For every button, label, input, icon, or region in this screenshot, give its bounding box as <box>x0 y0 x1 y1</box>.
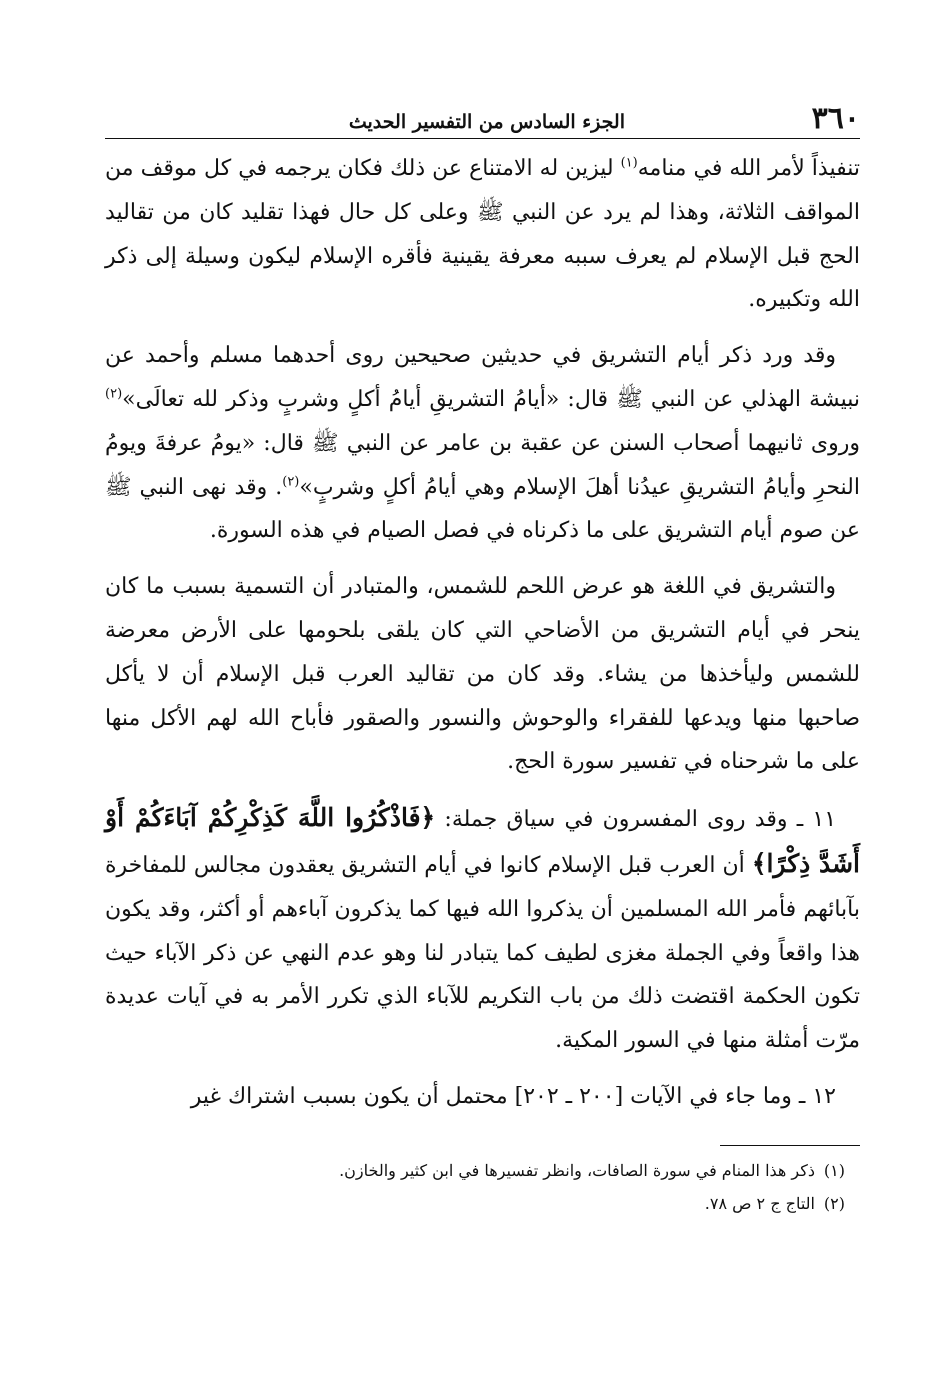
paragraph <box>105 1075 860 1119</box>
footnote-number: (٢) <box>823 1193 845 1213</box>
footnote-text: التاج ج ٢ ص ٧٨. <box>704 1193 815 1213</box>
running-head: الجزء السادس من التفسير الحديث <box>348 111 625 133</box>
paragraph <box>105 334 860 553</box>
paragraph <box>105 565 860 784</box>
paragraph <box>105 147 860 322</box>
text-segment: وقد ورد ذكر أيام التشريق في حديثين صحيحين روى أحدهما مسلم وأحمد عن نبيشة الهذلي عن النبي ﷺ قال: «أيامُ التشريقِ أيامُ أكلٍ وشربٍ وذكر لله تعالَى» <box>105 343 860 412</box>
page-header <box>105 100 860 139</box>
footnote <box>105 1187 860 1220</box>
text-segment: ١١ ـ وقد روى المفسرون في سياق جملة: <box>435 807 837 833</box>
text-segment: والتشريق في اللغة هو عرض اللحم للشمس، والمتبادر أن التسمية بسبب ما كان ينحر في أيام التشريق من الأضاحي التي كان يلقى بلحومها على الأرض معرضة للشمس وليأخذها من يشاء. وقد كان من تقاليد العرب قبل الإسلام أن لا يأكل صاحبها منها ويدعها للفقراء والوحوش والنسور والصقور فأباح الله لهم الأكل منها على ما شرحناه في تفسير سورة الحج. <box>105 574 860 775</box>
footnote <box>105 1154 860 1187</box>
footnote-divider <box>720 1145 860 1146</box>
page-number: ٣٦٠ <box>811 101 860 136</box>
footnote-number: (١) <box>823 1160 845 1180</box>
text-segment: وروى ثانيهما أصحاب السنن عن عقبة بن عامر عن النبي ﷺ قال: «يومُ عرفةَ ويومُ النحرِ وأيامُ التشريقِ عيدُنا أهلَ الإسلام وهي أيامُ أكلٍ وشربٍ» <box>105 430 860 500</box>
text-segment: ١٢ ـ وما جاء في الآيات [٢٠٠ ـ ٢٠٢] محتمل أن يكون بسبب اشتراك غير <box>190 1083 836 1109</box>
quran-verse: ﴿فَاذْكُرُوا اللَّهَ كَذِكْرِكُمْ آبَاءَكُمْ أَوْ أَشَدَّ ذِكْرًا﴾ <box>105 803 860 878</box>
document-page <box>105 100 860 1220</box>
text-segment: أن العرب قبل الإسلام كانوا في أيام التشريق يعقدون مجالس للمفاخرة بآبائهم فأمر الله المسلمين أن يذكروا الله فيها كما يذكرون آباءهم أو أكثر، وقد يكون هذا واقعاً وفي الجملة مغزى لطيف كما يتبادر لنا وهو عدم النهي عن ذكر الآباء حيث تكون الحكمة اقتضت ذلك من باب التكريم للآباء الذي تكرر الأمر به في آيات عديدة مرّت أمثلة منها في السور المكية. <box>105 852 860 1054</box>
text-segment: تنفيذاً لأمر الله في منامه <box>637 156 860 181</box>
footnote-text: ذكر هذا المنام في سورة الصافات، وانظر تفسيرها في ابن كثير والخازن. <box>339 1160 815 1180</box>
paragraph <box>105 796 860 1063</box>
footnote-reference: (٢) <box>105 386 123 402</box>
text-segment: . وقد نهى النبي ﷺ عن صوم أيام التشريق على ما ذكرناه في فصل الصيام في هذه السورة. <box>105 474 860 544</box>
footnote-reference: (١) <box>620 155 638 171</box>
text-segment: ليزين له الامتناع عن ذلك فكان يرجمه في كل موقف من المواقف الثلاثة، وهذا لم يرد عن النبي ﷺ وعلى كل حال فهذا تقليد كان من تقاليد الحج قبل الإسلام لم يعرف سببه معرفة يقينية فأقره الإسلام ليكون وسيلة إلى ذكر الله وتكبيره. <box>105 156 860 313</box>
footnote-reference: (٢) <box>282 474 300 490</box>
page-body <box>105 147 860 1119</box>
footnotes <box>105 1154 860 1220</box>
